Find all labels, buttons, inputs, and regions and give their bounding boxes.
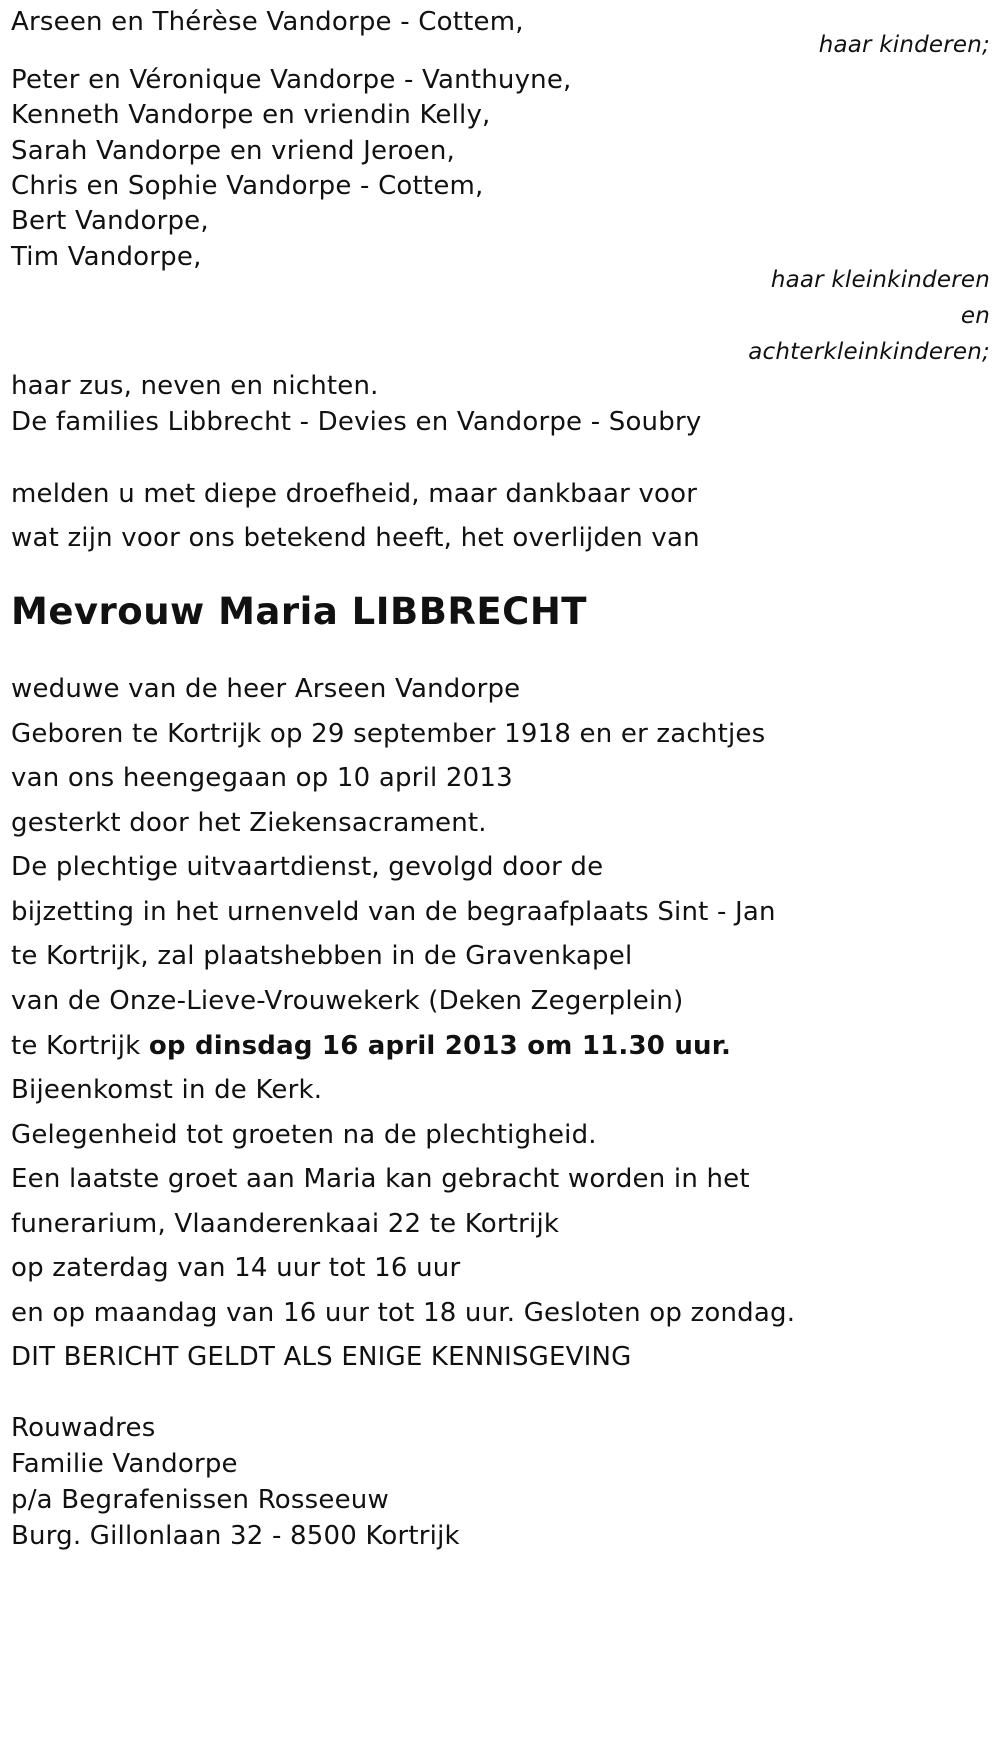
relatives-line: haar zus, neven en nichten.: [11, 371, 379, 401]
children-line: Arseen en Thérèse Vandorpe - Cottem,: [11, 7, 524, 37]
notice-line: DIT BERICHT GELDT ALS ENIGE KENNISGEVING: [11, 1342, 632, 1372]
detail-line: en op maandag van 16 uur tot 18 uur. Gesloten op zondag.: [11, 1298, 796, 1328]
detail-line: gesterkt door het Ziekensacrament.: [11, 808, 487, 838]
families-line: De families Libbrecht - Devies en Vandorpe - Soubry: [11, 407, 702, 437]
detail-line: De plechtige uitvaartdienst, gevolgd door de: [11, 852, 604, 882]
grandchild-line: Chris en Sophie Vandorpe - Cottem,: [11, 171, 484, 201]
intro-line: wat zijn voor ons betekend heeft, het overlijden van: [11, 523, 700, 553]
grandchild-line: Bert Vandorpe,: [11, 206, 209, 236]
address-line: p/a Begrafenissen Rosseeuw: [11, 1485, 389, 1515]
detail-line: funerarium, Vlaanderenkaai 22 te Kortrijk: [11, 1209, 560, 1239]
detail-line: op zaterdag van 14 uur tot 16 uur: [11, 1253, 461, 1283]
deceased-name: Mevrouw Maria LIBBRECHT: [11, 590, 588, 633]
role-grandchildren-label: en: [960, 303, 990, 329]
detail-line: van de Onze-Lieve-Vrouwekerk (Deken Zegerplein): [11, 986, 684, 1016]
service-line: [11, 1030, 731, 1062]
detail-line: bijzetting in het urnenveld van de begraafplaats Sint - Jan: [11, 897, 776, 927]
grandchild-line: Tim Vandorpe,: [11, 242, 202, 272]
grandchild-line: Sarah Vandorpe en vriend Jeroen,: [11, 136, 455, 166]
address-line: Familie Vandorpe: [11, 1449, 238, 1479]
detail-line: Gelegenheid tot groeten na de plechtigheid.: [11, 1120, 597, 1150]
role-children-label: haar kinderen;: [818, 32, 990, 58]
detail-line: Bijeenkomst in de Kerk.: [11, 1075, 323, 1105]
detail-line: te Kortrijk, zal plaatshebben in de Gravenkapel: [11, 941, 633, 971]
grandchild-line: Peter en Véronique Vandorpe - Vanthuyne,: [11, 65, 572, 95]
role-grandchildren-label: achterkleinkinderen;: [748, 339, 990, 365]
detail-line: van ons heengegaan op 10 april 2013: [11, 763, 513, 793]
address-line: Burg. Gillonlaan 32 - 8500 Kortrijk: [11, 1521, 460, 1551]
grandchild-line: Kenneth Vandorpe en vriendin Kelly,: [11, 100, 491, 130]
address-line: Rouwadres: [11, 1413, 156, 1443]
role-grandchildren-label: haar kleinkinderen: [770, 267, 990, 293]
detail-line: Een laatste groet aan Maria kan gebracht worden in het: [11, 1164, 750, 1194]
detail-line: Geboren te Kortrijk op 29 september 1918 en er zachtjes: [11, 719, 766, 749]
intro-line: melden u met diepe droefheid, maar dankbaar voor: [11, 479, 698, 509]
detail-line: weduwe van de heer Arseen Vandorpe: [11, 674, 521, 704]
service-date-time: op dinsdag 16 april 2013 om 11.30 uur.: [148, 1031, 732, 1061]
service-line-prefix: te Kortrijk: [11, 1031, 149, 1061]
